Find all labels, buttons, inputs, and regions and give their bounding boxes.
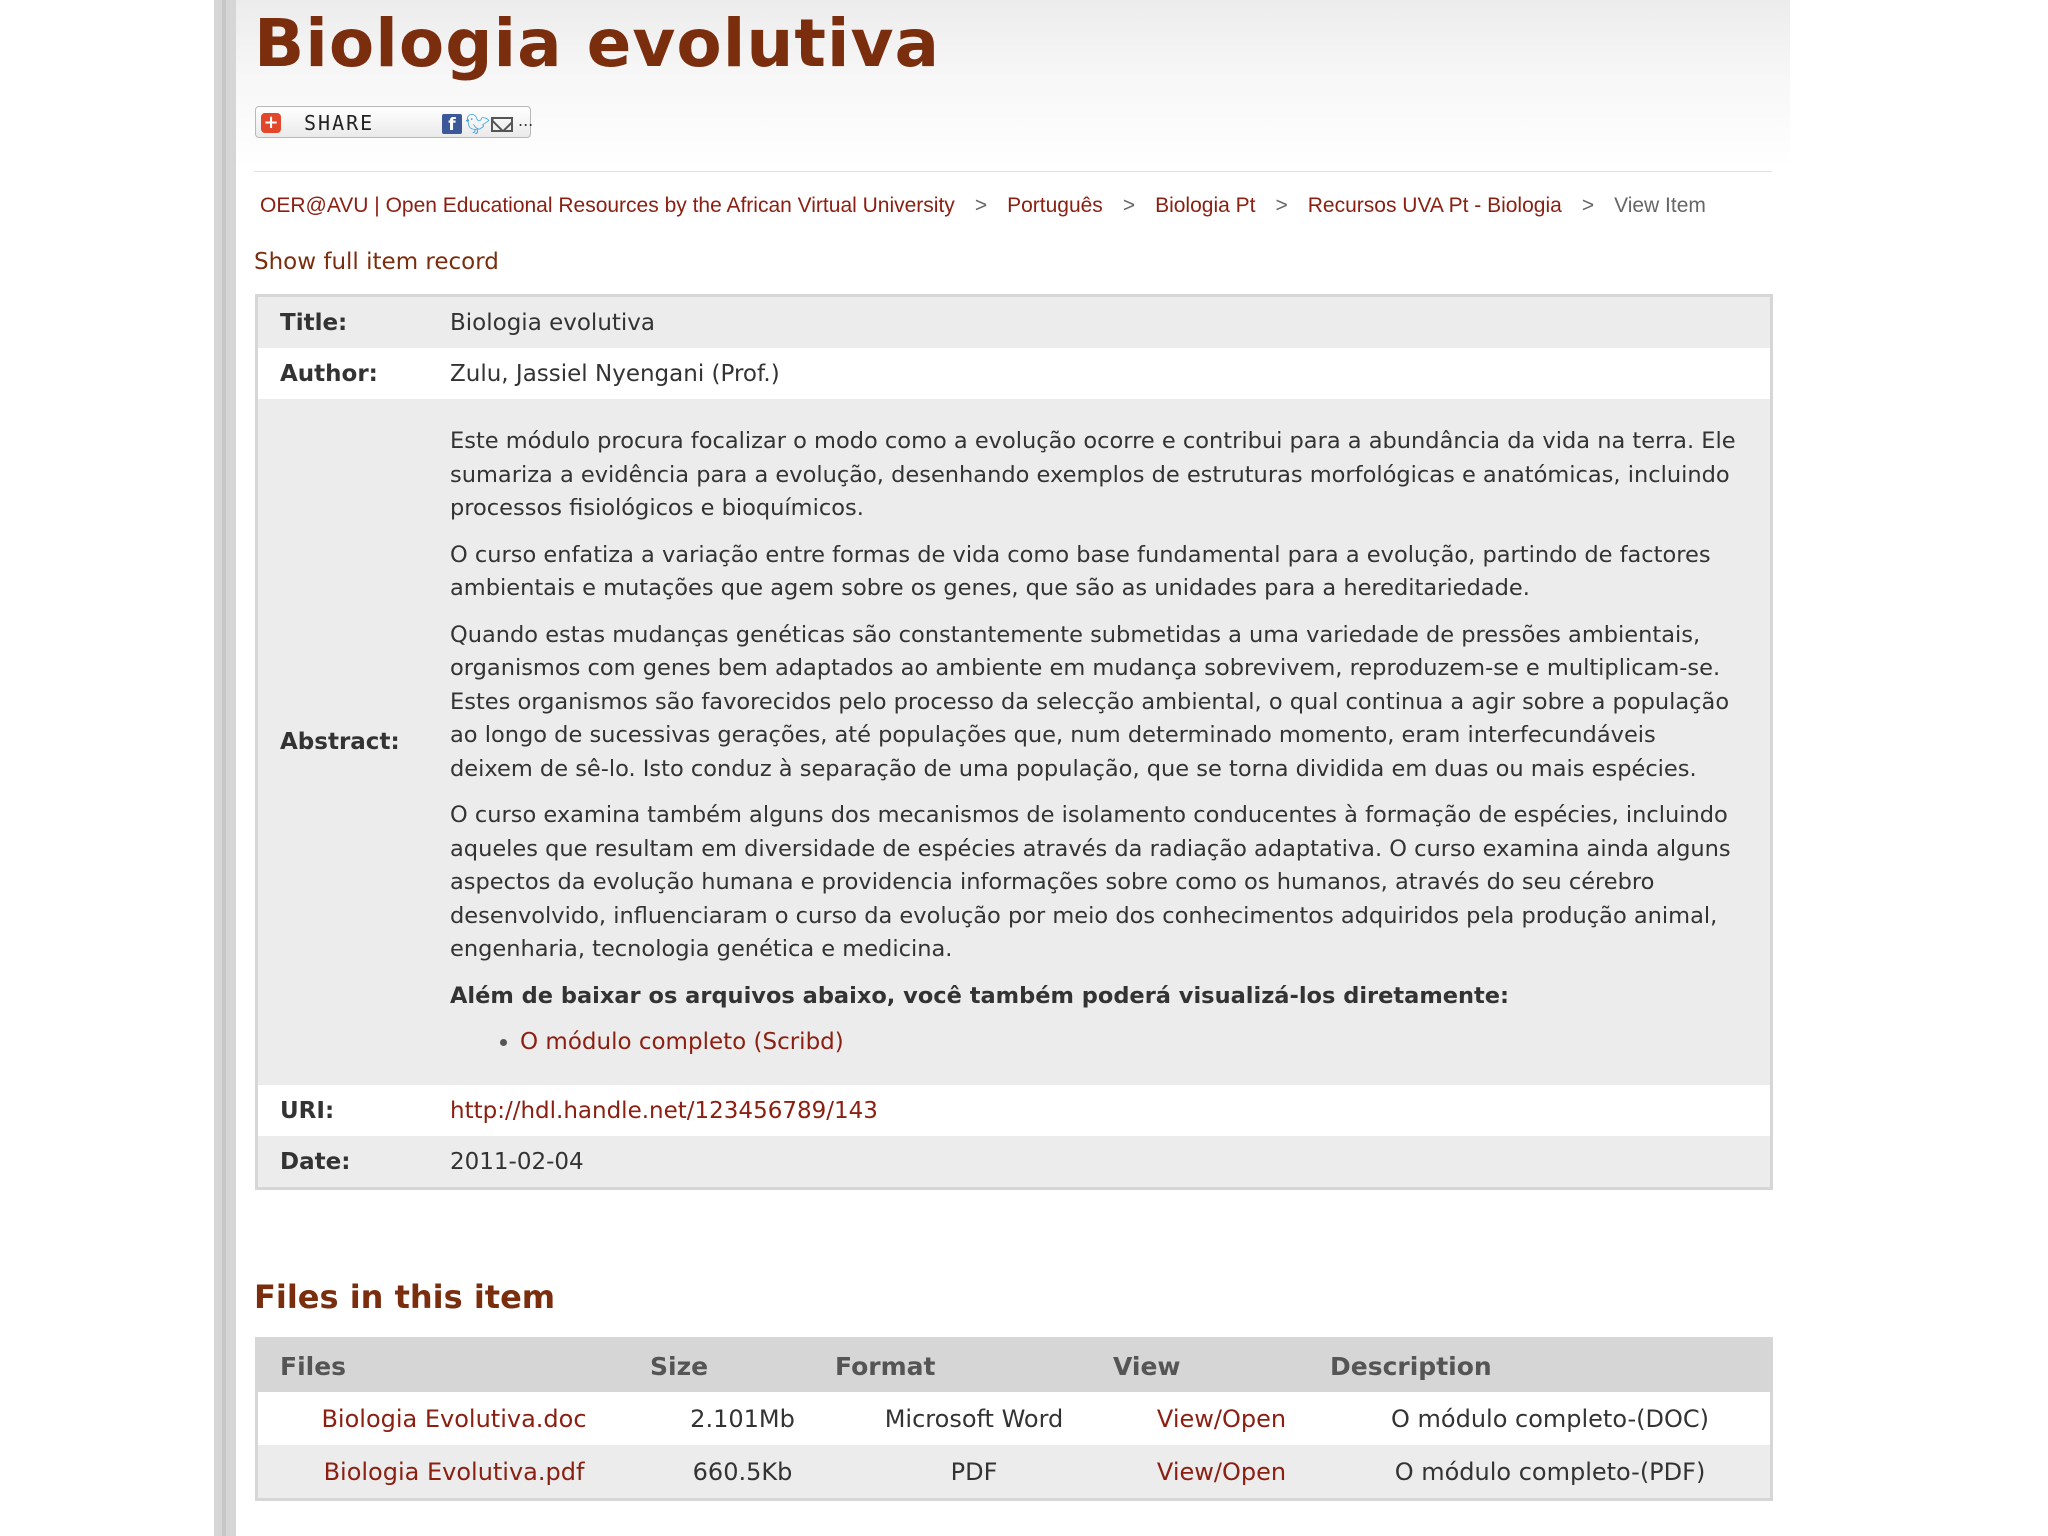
table-row	[257, 1445, 1772, 1500]
email-icon[interactable]	[491, 117, 513, 132]
file-view-cell	[1113, 1392, 1330, 1445]
view-open-link[interactable]: View/Open	[1156, 1404, 1287, 1433]
author-value: Zulu, Jassiel Nyengani (Prof.)	[434, 348, 1772, 399]
file-name-cell	[257, 1445, 651, 1500]
breadcrumb-current: View Item	[1614, 194, 1706, 217]
share-more[interactable]: ...	[518, 111, 534, 130]
files-heading: Files in this item	[254, 1278, 556, 1316]
title-value: Biologia evolutiva	[434, 296, 1772, 349]
uri-label: URI:	[257, 1085, 435, 1136]
view-open-link[interactable]: View/Open	[1156, 1457, 1287, 1486]
item-metadata-table	[255, 294, 1773, 1190]
left-border-bar-inner	[222, 0, 226, 1536]
page-title: Biologia evolutiva	[254, 5, 941, 82]
abstract-value	[434, 399, 1772, 1085]
show-full-record-link[interactable]: Show full item record	[254, 249, 499, 275]
files-header-row	[257, 1339, 1772, 1393]
file-size-cell: 660.5Kb	[650, 1445, 835, 1500]
abstract-link-list	[450, 1026, 1742, 1059]
breadcrumb-recursos[interactable]: Recursos UVA Pt - Biologia	[1307, 194, 1562, 217]
abstract-label: Abstract:	[257, 399, 435, 1085]
share-label: SHARE	[304, 111, 375, 135]
breadcrumb-separator: >	[974, 194, 988, 217]
date-label: Date:	[257, 1136, 435, 1189]
file-description-cell: O módulo completo-(DOC)	[1330, 1392, 1772, 1445]
breadcrumb-portugues[interactable]: Português	[1007, 194, 1103, 217]
main-content	[236, 0, 1790, 1536]
metadata-row-abstract	[257, 399, 1772, 1085]
file-size-cell: 2.101Mb	[650, 1392, 835, 1445]
abstract-paragraph: Este módulo procura focalizar o modo como a evolução ocorre e contribui para a abundância da vida na terra. Ele sumariza a evidência para a evolução, desenhando exemplos de estruturas morfológicas e anatómicas, incluindo processos fisiológicos e bioquímicos.	[450, 428, 1736, 521]
date-value: 2011-02-04	[434, 1136, 1772, 1189]
breadcrumb-home[interactable]: OER@AVU | Open Educational Resources by the African Virtual University	[260, 194, 955, 217]
abstract-paragraph: O curso enfatiza a variação entre formas de vida como base fundamental para a evolução, partindo de factores ambientais e mutações que agem sobre os genes, que são as unidades para a hereditariedade.	[450, 541, 1711, 601]
list-item	[520, 1026, 1742, 1059]
metadata-row-uri	[257, 1085, 1772, 1136]
header-divider	[254, 171, 1772, 172]
file-download-link[interactable]: Biologia Evolutiva.doc	[321, 1404, 587, 1433]
twitter-icon[interactable]: 🐦︎	[465, 112, 491, 136]
abstract-view-note: Além de baixar os arquivos abaixo, você também poderá visualizá-los diretamente:	[450, 982, 1510, 1009]
column-header-files: Files	[257, 1339, 651, 1393]
file-download-link[interactable]: Biologia Evolutiva.pdf	[323, 1457, 585, 1486]
file-format-cell: Microsoft Word	[835, 1392, 1113, 1445]
files-table	[255, 1337, 1773, 1501]
column-header-view: View	[1113, 1339, 1330, 1393]
column-header-format: Format	[835, 1339, 1113, 1393]
breadcrumb	[260, 190, 1790, 222]
column-header-description: Description	[1330, 1339, 1772, 1393]
scribd-link[interactable]: O módulo completo (Scribd)	[520, 1029, 844, 1055]
share-plus-icon: +	[261, 113, 281, 133]
column-header-size: Size	[650, 1339, 835, 1393]
file-description-cell: O módulo completo-(PDF)	[1330, 1445, 1772, 1500]
metadata-row-date	[257, 1136, 1772, 1189]
uri-value	[434, 1085, 1772, 1136]
file-name-cell	[257, 1392, 651, 1445]
author-label: Author:	[257, 348, 435, 399]
breadcrumb-biologia-pt[interactable]: Biologia Pt	[1155, 194, 1256, 217]
abstract-paragraph: Quando estas mudanças genéticas são constantemente submetidas a uma variedade de pressões ambientais, organismos com genes bem adaptados ao ambiente em mudança sobrevivem, reproduzem-se e multiplicam-se. Estes organismos são favorecidos pelo processo da selecção ambiental, o qual continua a agir sobre a população ao longo de sucessivas gerações, até populações que, num determinado momento, eram interfecundáveis deixem de sê-lo. Isto conduz à separação de uma população, que se torna dividida em duas ou mais espécies.	[450, 621, 1730, 782]
abstract-paragraph: O curso examina também alguns dos mecanismos de isolamento conducentes à formação de espécies, incluindo aqueles que resultam em diversidade de espécies através da radiação adaptativa. O curso examina ainda alguns aspectos da evolução humana e providencia informações sobre como os humanos, através do seu cérebro desenvolvido, influenciaram o curso da evolução por meio dos conhecimentos adquiridos pela produção animal, engenharia, tecnologia genética e medicina.	[450, 802, 1731, 962]
file-view-cell	[1113, 1445, 1330, 1500]
breadcrumb-separator: >	[1122, 194, 1136, 217]
file-format-cell: PDF	[835, 1445, 1113, 1500]
breadcrumb-separator: >	[1275, 194, 1288, 217]
uri-link[interactable]: http://hdl.handle.net/123456789/143	[450, 1097, 878, 1124]
share-button[interactable]	[255, 106, 534, 138]
metadata-row-title	[257, 296, 1772, 349]
table-row	[257, 1392, 1772, 1445]
breadcrumb-separator: >	[1581, 194, 1595, 217]
facebook-icon[interactable]: f	[442, 114, 462, 134]
title-label: Title:	[257, 296, 435, 349]
metadata-row-author	[257, 348, 1772, 399]
